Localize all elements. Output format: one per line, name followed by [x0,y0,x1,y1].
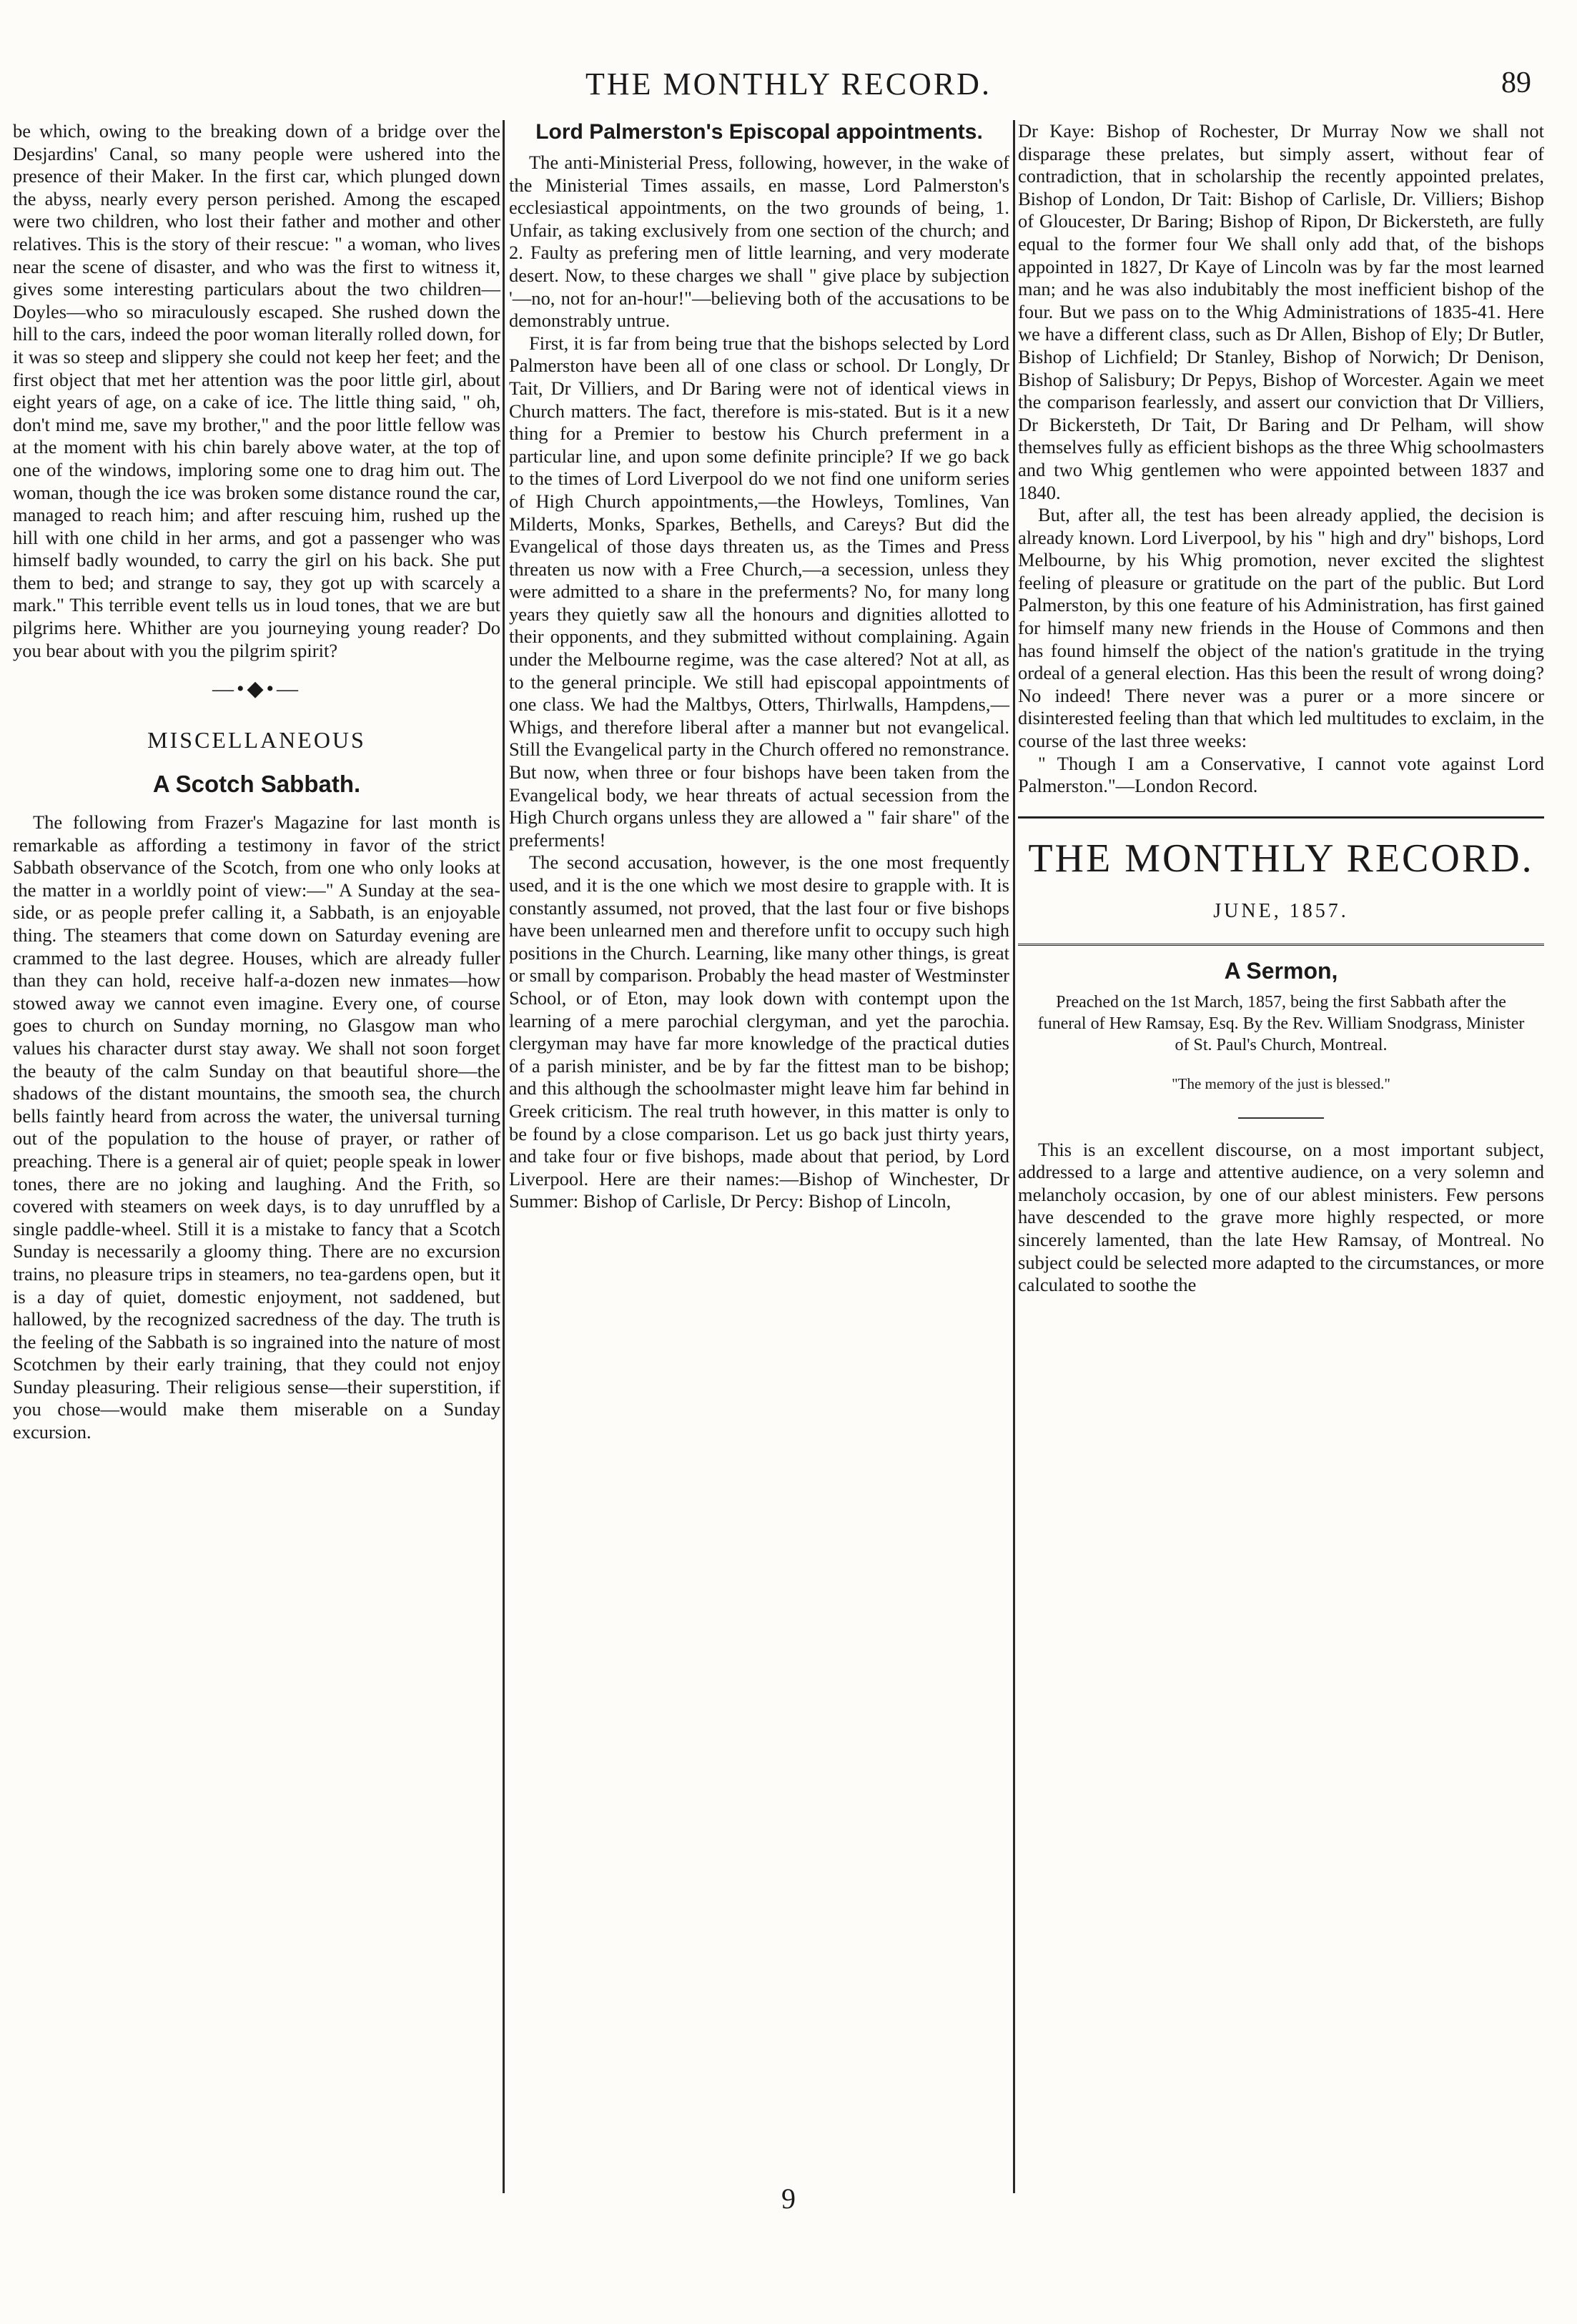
page-number: 89 [1501,66,1531,99]
monthly-record-section [1018,816,1544,1297]
record-heading: THE MONTHLY RECORD. [1028,836,1534,881]
col1-paragraph-1: be which, owing to the breaking down of a bridge over the Desjardins' Canal, so many people were ushered into the presence of their Maker. In the first car, which plunged down the abyss, nearly every person perished. Among the escaped were two children, who lost their father and mother and other relatives. This is the story of their rescue: " a woman, who lives near the scene of disaster, and who was the first to witness it, gives some interesting particulars about the two children—Doyles—who so miraculously escaped. She rushed down the hill to the cars, indeed the poor woman literally rolled down, for it was so steep and slippery she could not keep her feet; and the first object that met her attention was the poor little girl, about eight years of age, on a cake of ice. The little thing said, " oh, don't mind me, save my brother," and the poor little fellow was at the moment with his chin barely above water, at the top of one of the windows, imploring some one to drag him out. The woman, though the ice was broken some distance round the car, managed to reach him; and after rescuing him, rushed up the hill with one child in her arms, and got a passenger who was himself badly wounded, to carry the girl on his back. She put them to bed; and strange to say, they got up with scarcely a mark." This terrible event tells us in loud tones, that we are but pilgrims here. Whither are you journeying young reader? Do you bear about with you the pilgrim spirit? [13,120,500,661]
column-divider-2 [1013,120,1015,2193]
sermon-epigraph: "The memory of the just is blessed." [1172,1075,1390,1092]
column-2 [509,120,1009,1213]
col2-paragraph-1: The anti-Ministerial Press, following, however, in the wake of the Ministerial Times assails, en masse, Lord Palmerston's ecclesiastical appointments, on the two grounds of being, 1. Unfair, as taking exclusively from one section of the church; and 2. Faulty as prefering men of little learning, and very moderate desert. Now, to these charges we shall " give place by subjection '—no, not for an-hour!"—believing both of the accusations to be demonstrably untrue. [509,152,1009,332]
article-title-scotch-sabbath: A Scotch Sabbath. [152,771,361,798]
decorative-rule [1018,938,1544,946]
running-title: THE MONTHLY RECORD. [585,66,992,102]
column-1 [13,120,500,1444]
article-title-palmerston: Lord Palmerston's Episcopal appointments. [535,120,983,144]
running-head [0,66,1577,116]
short-rule [1238,1117,1324,1119]
col3-paragraph-1: Dr Kaye: Bishop of Rochester, Dr Murray Now we shall not disparage these prelates, but simply assert, without fear of contradiction, that in scholarship the recently appointed prelates, Bishop of London, Dr Tait: Bishop of Carlisle, Dr. Villiers; Bishop of Gloucester, Dr Baring; Bishop of Ripon, Dr Bickersteth, are fully equal to the former four We shall only add that, of the bishops appointed in 1827, Dr Kaye of Lincoln was by far the most learned man; and he was also indubitably the most inefficient bishop of the four. But we pass on to the Whig Administrations of 1835-41. Here we have a different class, such as Dr Allen, Bishop of Ely; Dr Butler, Bishop of Lichfield; Dr Stanley, Bishop of Norwich; Dr Denison, Bishop of Salisbury; Dr Pepys, Bishop of Worcester. Again we meet the comparison fearlessly, and assert our conviction that Dr Villiers, Dr Bickersteth, Dr Tait, Dr Baring and Dr Pelham, will show themselves fully as efficient bishops as the three Whig schoolmasters and two Whig gentlemen who were appointed between 1837 and 1840. [1018,120,1544,503]
sermon-subtitle: Preached on the 1st March, 1857, being the first Sabbath after the funeral of Hew Ramsay, Esq. By the Rev. William Snodgrass, Minister of St. Paul's Church, Montreal. [1037,993,1525,1054]
ornament-divider: —•◆•— [212,677,302,701]
column-divider-1 [503,120,505,2193]
col3-paragraph-2: But, after all, the test has been already applied, the decision is already known. Lord Liverpool, by his " high and dry" bishops, Lord Melbourne, by his Whig promotion, never excited the slightest feeling of pleasure or gratitude on the part of the public. But Lord Palmerston, by this one feature of his Administration, has first gained for himself many new friends in the House of Commons and then has found himself the object of the nation's gratitude in the trying ordeal of a general election. Has this been the result of wrong doing? No indeed! There never was a purer or a more sincere or disinterested feeling than that which led multitudes to exclaim, in the course of the last three weeks: [1018,504,1544,752]
sermon-title: A Sermon, [1224,958,1338,984]
column-3 [1018,120,1544,1297]
col2-paragraph-3: The second accusation, however, is the one most frequently used, and it is the one which we most desire to grapple with. It is constantly assumed, not proved, that the last four or five bishops have been unlearned men and therefore unfit to occupy such high positions in the Church. Learning, like many other things, is great or small by comparison. Probably the head master of Westminster School, or of Eton, may look down with contempt upon the learning of a mere parochial clergyman, and yet the parochia. clergyman may have far more knowledge of the practical duties of a parish minister, and be by far the fittest man to be bishop; and this although the schoolmaster might leave him far behind in Greek criticism. The real truth however, in this matter is only to be found by a close comparison. Let us go back just thirty years, and take four or five bishops, made about that period, by Lord Liverpool. Here are their names:—Bishop of Winchester, Dr Summer: Bishop of Carlisle, Dr Percy: Bishop of Lincoln, [509,851,1009,1212]
signature-mark: 9 [781,2182,796,2215]
col3-quote: " Though I am a Conservative, I cannot vote against Lord Palmerston."—London Record. [1018,752,1544,797]
issue-date: JUNE, 1857. [1213,899,1349,922]
col1-article-paragraph-1: The following from Frazer's Magazine for last month is remarkable as affording a testimony in favor of the strict Sabbath observance of the Scotch, from one who only looks at the matter in a worldly point of view:—" A Sunday at the sea-side, or as people prefer calling it, a Sabbath, is an enjoyable thing. The steamers that come down on Saturday evening are crammed to the last degree. Houses, which are already fuller than they can hold, receive half-a-dozen new inmates—how stowed away we cannot even imagine. Every one, of course goes to church on Sunday morning, no Glasgow man who values his character durst stay away. We shall not soon forget the beauty of the calm Sunday on that beautiful shore—the shadows of the distant mountains, the smooth sea, the church bells faintly heard from across the water, the universal turning out of the population to the house of prayer, or rather of preaching. There is a general air of quiet; people speak in lower tones, there are no joking and laughing. And the Frith, so covered with steamers on week days, is to day unruffled by a single paddle-wheel. Still it is a mistake to fancy that a Scotch Sunday is necessarily a gloomy thing. There are no excursion trains, no pleasure trips in steamers, no tea-gardens open, but it is a day of quiet, domestic enjoyment, not saddened, but hallowed, by the recognized sacredness of the day. The truth is the feeling of the Sabbath is so ingrained into the nature of most Scotchmen by their early training, that they could not enjoy Sunday pleasuring. Their religious sense—their superstition, if you chose—would make them miserable on a Sunday excursion. [13,811,500,1443]
sermon-paragraph: This is an excellent discourse, on a most important subject, addressed to a large and attentive audience, on a very solemn and melancholy occasion, by one of our ablest ministers. Few persons have descended to the grave more highly respected, or more sincerely lamented, than the late Hew Ramsay, of Montreal. No subject could be selected more adapted to the circumstances, or more calculated to soothe the [1018,1138,1544,1296]
section-heading-miscellaneous: MISCELLANEOUS [147,726,366,753]
col2-paragraph-2: First, it is far from being true that the bishops selected by Lord Palmerston have been all of one class or school. Dr Longly, Dr Tait, Dr Villiers, and Dr Baring were not of identical views in Church matters. The fact, therefore is mis-stated. But is it a new thing for a Premier to bestow his Church preferment in a particular line, and upon some definite principle? If we go back to the times of Lord Liverpool do we not find one uniform series of High Church appointments,—the Howleys, Tomlines, Van Milderts, Monks, Sparkes, Bethells, and Careys? But did the Evangelical of those days threaten us, as the Times and Press threaten us now with a Free Church,—a secession, unless they were admitted to a share in the preferments? No, for many long years they quietly saw all the honours and dignities allotted to their opponents, and they submitted without complaining. Again under the Melbourne regime, was the case altered? Not at all, as to the general principle. We still had episcopal appointments of one class. We had the Maltbys, Otters, Thirlwalls, Hampdens,—Whigs, and therefore liberal after a manner but not evangelical. Still the Evangelical party in the Church offered no remonstrance. But now, when three or four bishops have been taken from the Evangelical body, we hear threats of actual secession from the High Church organs unless they are allowed a " fair share" of the preferments! [509,332,1009,851]
